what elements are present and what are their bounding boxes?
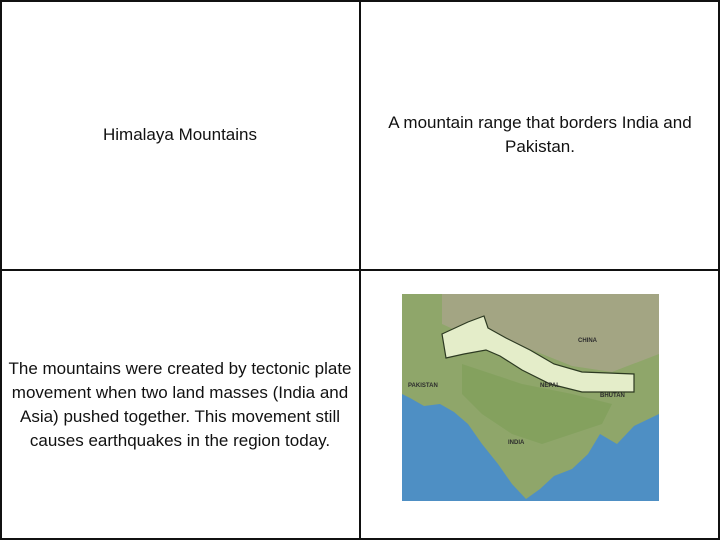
definition-cell [360,0,720,270]
explanation-text: The mountains were created by tectonic plate movement when two land masses (India and Asia) pushed together. This movement still causes earthquakes in the region today. [8,359,352,450]
himalaya-map-image [402,294,659,501]
explanation-cell [0,270,360,540]
term-cell [0,0,360,270]
definition-text: A mountain range that borders India and Pakistan. [388,113,692,156]
term-text: Himalaya Mountains [102,125,257,144]
map-label-bhutan: BHUTAN [600,393,625,399]
map-label-nepal: NEPAL [540,383,560,389]
map-label-india: INDIA [508,440,525,446]
map-label-pakistan: PAKISTAN [408,383,438,389]
map-label-china: CHINA [578,338,597,344]
